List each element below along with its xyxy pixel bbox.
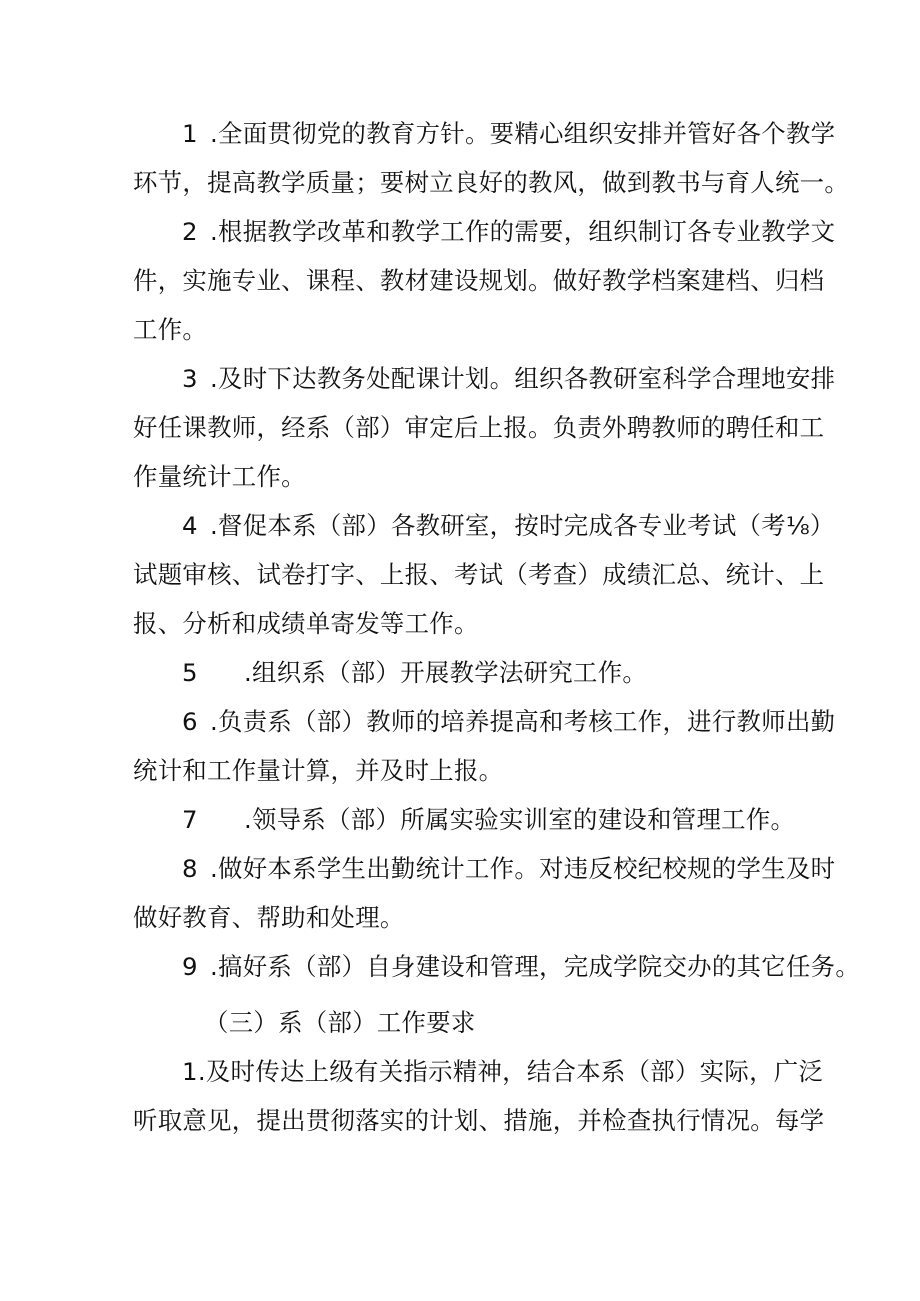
- item-3-number: 3: [182, 364, 198, 393]
- section-heading: （三）系（部）工作要求: [204, 1008, 476, 1037]
- item-8-line-2: 做好教育、帮助和处理。: [133, 903, 405, 932]
- item-1-number: 1: [182, 119, 198, 148]
- section-item-1-line-1: 1.及时传达上级有关指示精神，结合本系（部）实际，广泛: [182, 1057, 824, 1086]
- item-3-line-1: 3 .及时下达教务处配课计划。组织各教研室科学合理地安排: [182, 364, 836, 393]
- item-6-number: 6: [182, 707, 198, 736]
- item-3-line-2: 好任课教师，经系（部）审定后上报。负责外聘教师的聘任和工: [133, 413, 825, 442]
- item-4-number: 4: [182, 511, 198, 540]
- item-4-line-2: 试题审核、试卷打字、上报、考试（考查）成绩汇总、统计、上: [133, 560, 825, 589]
- item-6-line-2: 统计和工作量计算，并及时上报。: [133, 756, 504, 785]
- item-4-line-3: 报、分析和成绩单寄发等工作。: [133, 609, 479, 638]
- item-3-line-3: 作量统计工作。: [133, 462, 306, 491]
- item-2-line-2: 件，实施专业、课程、教材建设规划。做好教学档案建档、归档: [133, 266, 825, 295]
- item-2-line-3: 工作。: [133, 315, 208, 344]
- item-5-number: 5: [182, 658, 198, 687]
- section-item-1-line-2: 听取意见，提出贯彻落实的计划、措施，并检查执行情况。每学: [133, 1106, 825, 1135]
- item-2-number: 2: [182, 217, 198, 246]
- item-5-line-1: 5 .组织系（部）开展教学法研究工作。: [182, 658, 648, 687]
- item-1-line-2: 环节，提高教学质量；要树立良好的教风，做到教书与育人统一。: [133, 168, 850, 197]
- item-7-line-1: 7 .领导系（部）所属实验实训室的建设和管理工作。: [182, 805, 796, 834]
- item-9-number: 9: [182, 952, 198, 981]
- item-1-line-1: 1 .全面贯彻党的教育方针。要精心组织安排并管好各个教学: [182, 119, 836, 148]
- item-8-line-1: 8 .做好本系学生出勤统计工作。对违反校纪校规的学生及时: [182, 854, 836, 883]
- item-4-line-1: 4 .督促本系（部）各教研室，按时完成各专业考试（考⅛）: [182, 511, 835, 540]
- item-8-number: 8: [182, 854, 198, 883]
- item-9-line-1: 9 .搞好系（部）自身建设和管理，完成学院交办的其它任务。: [182, 952, 861, 981]
- item-6-line-1: 6 .负责系（部）教师的培养提高和考核工作，进行教师出勤: [182, 707, 836, 736]
- item-2-line-1: 2 .根据教学改革和教学工作的需要，组织制订各专业教学文: [182, 217, 836, 246]
- item-7-number: 7: [182, 805, 198, 834]
